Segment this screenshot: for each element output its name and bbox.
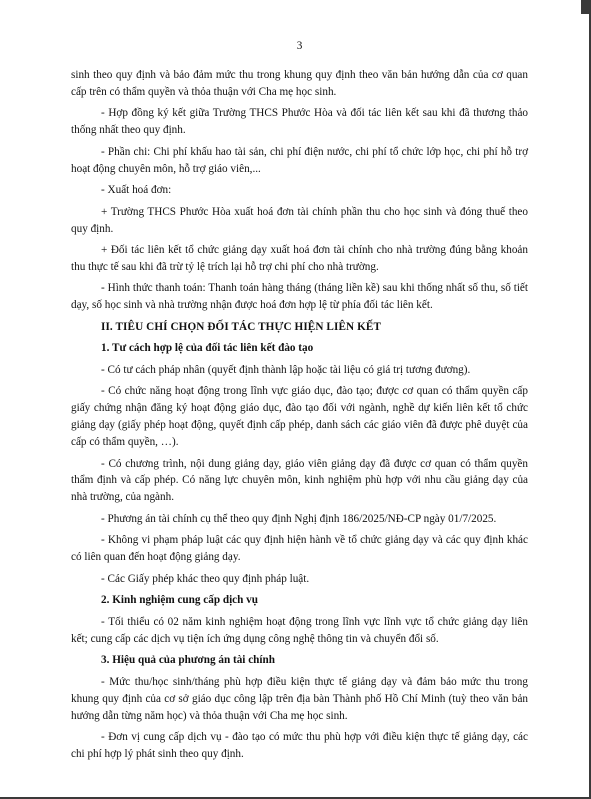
paragraph: - Hợp đồng ký kết giữa Trường THCS Phước Hòa và đối tác liên kết sau khi đã thương thảo thống nhất theo quy định. bbox=[71, 107, 528, 137]
page-corner-mark bbox=[581, 0, 589, 14]
subsection-heading: 1. Tư cách hợp lệ của đối tác liên kết đào tạo bbox=[101, 342, 314, 355]
paragraph: - Có tư cách pháp nhân (quyết định thành lập hoặc tài liệu có giá trị tương đương). bbox=[101, 363, 471, 376]
paragraph: - Phương án tài chính cụ thể theo quy định Nghị định 186/2025/NĐ-CP ngày 01/7/2025. bbox=[101, 512, 497, 525]
page-number: 3 bbox=[296, 40, 303, 52]
subsection-heading: 2. Kinh nghiệm cung cấp dịch vụ bbox=[101, 594, 258, 607]
paragraph: - Các Giấy phép khác theo quy định pháp luật. bbox=[101, 572, 310, 585]
paragraph: - Không vi phạm pháp luật các quy định hiện hành về tổ chức giảng dạy và các quy định khác có liên quan đến hoạt động giảng dạy. bbox=[71, 534, 528, 564]
subsection-heading: 3. Hiệu quả của phương án tài chính bbox=[101, 654, 275, 667]
paragraph: + Trường THCS Phước Hòa xuất hoá đơn tài chính phần thu cho học sinh và đóng thuế theo quy định. bbox=[71, 205, 528, 235]
section-heading: II. TIÊU CHÍ CHỌN ĐỐI TÁC THỰC HIỆN LIÊN KẾT bbox=[101, 320, 382, 333]
paragraph: sinh theo quy định và bảo đảm mức thu trong khung quy định theo văn bản hướng dẫn của cơ quan cấp trên có thẩm quyền và thỏa thuận với Cha mẹ học sinh. bbox=[71, 68, 528, 98]
paragraph: + Đối tác liên kết tổ chức giảng dạy xuất hoá đơn tài chính cho nhà trường đúng bằng khoản thu thực tế sau khi đã trừ tỷ lệ trích lại hỗ trợ chi phí cho nhà trường. bbox=[71, 244, 528, 273]
paragraph: - Mức thu/học sinh/tháng phù hợp điều kiện thực tế giảng dạy và đảm bảo mức thu trong khung quy định của cơ sở giáo dục công lập trên địa bàn Thành phố Hồ Chí Minh (tuỳ theo văn bản hướng dẫn từng năm học) và thỏa thuận với Cha mẹ học sinh. bbox=[71, 675, 528, 722]
paragraph: - Có chương trình, nội dung giảng dạy, giáo viên giảng dạy đã được cơ quan có thẩm quyền thẩm định và cấp phép. Có năng lực chuyên môn, kinh nghiệm phù hợp với nhu cầu giảng dạy của nhà trường, của ngành. bbox=[71, 457, 528, 504]
paragraph: - Xuất hoá đơn: bbox=[101, 184, 172, 197]
paragraph: - Đơn vị cung cấp dịch vụ - đào tạo có mức thu phù hợp với điều kiện thực tế giảng dạy, các chi phí hợp lý phát sinh theo quy định. bbox=[71, 731, 528, 760]
paragraph: - Tối thiểu có 02 năm kinh nghiệm hoạt động trong lĩnh vực lĩnh vực tổ chức giảng dạy liên kết; cung cấp các dịch vụ tiện ích ứng dụng công nghệ thông tin và chuyển đổi số. bbox=[71, 615, 528, 645]
paragraph: - Có chức năng hoạt động trong lĩnh vực giáo dục, đào tạo; được cơ quan có thẩm quyền cấp giấy chứng nhận đăng ký hoạt động giáo dục, đào tạo đối với ngành, nghề dự kiến liên kết tổ chức giảng dạy (giấy phép hoạt động, quyết định cấp phép, danh sách các giáo viên đã được phê duyệt của cấp có thẩm quyền, …). bbox=[71, 385, 528, 449]
document-body bbox=[71, 38, 528, 767]
paragraph: - Hình thức thanh toán: Thanh toán hàng tháng (tháng liền kề) sau khi thống nhất số thu, số tiết dạy, số học sinh và nhà trường nhận được hoá đơn hợp lệ từ phía đối tác liên kết. bbox=[71, 282, 528, 312]
paragraph: - Phần chi: Chi phí khấu hao tài sản, chi phí điện nước, chi phí tổ chức lớp học, chi phí hỗ trợ hoạt động chuyên môn, hỗ trợ giáo viên,... bbox=[71, 145, 528, 175]
